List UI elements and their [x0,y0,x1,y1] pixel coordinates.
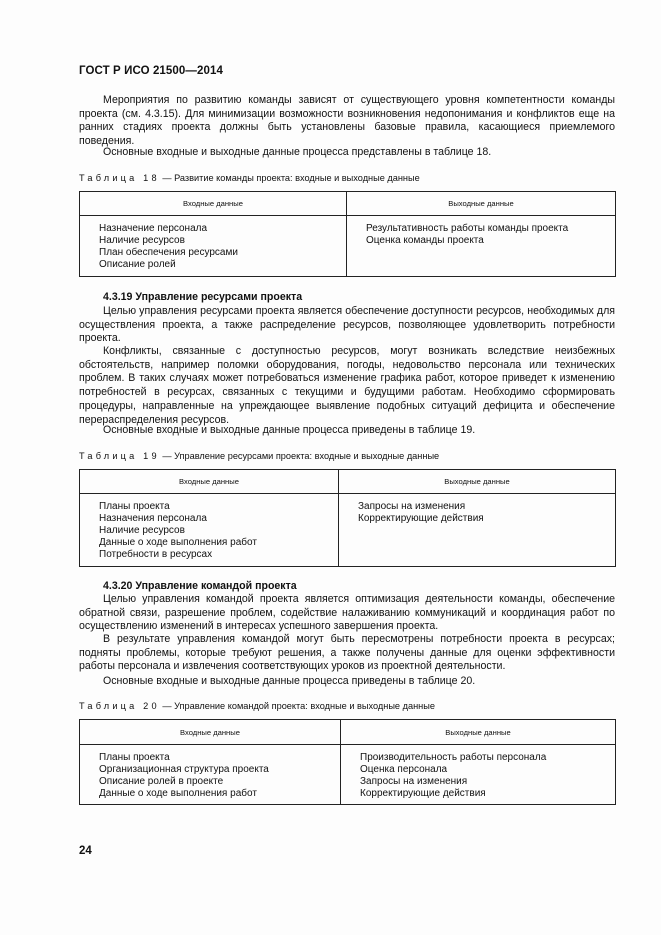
table18-caption-text: — Развитие команды проекта: входные и выходные данные [159,173,420,183]
table20-output-item: Запросы на изменения [360,776,468,787]
table20-input-item: Описание ролей в проекте [99,776,224,787]
table18-header-inputs: Входные данные [80,192,347,216]
table20-output-item: Оценка персонала [360,764,448,775]
paragraph-table20-ref: Основные входные и выходные данные процесса приведены в таблице 20. [103,675,476,687]
table20-caption-prefix: Таблица 20 [79,701,160,711]
table20-inputs-cell [80,745,341,805]
table18-caption [79,173,420,183]
table18-input-item: Назначение персонала [99,223,208,234]
page-number: 24 [79,845,92,857]
table19-output-item: Запросы на изменения [358,501,466,512]
table18-input-item: Описание ролей [99,259,176,270]
table20-output-item: Производительность работы персонала [360,752,547,763]
paragraph-team-management: Целью управления командой проекта является оптимизация деятельности команды, обеспечение обратной связи, разрешение проблем, содействие налаживанию коммуникаций и координация работ по осуществлению изменений в интересах успешного завершения проекта. [79,593,615,633]
table20-input-item: Организационная структура проекта [99,764,269,775]
section-4-3-20-heading: 4.3.20 Управление командой проекта [103,580,297,592]
table18-outputs-cell [347,216,616,277]
table19-input-item: Планы проекта [99,501,170,512]
table20-header-inputs: Входные данные [80,720,341,745]
table-18 [79,191,616,277]
table20-header-outputs: Выходные данные [341,720,616,745]
table20-caption-text: — Управление командой проекта: входные и выходные данные [159,701,435,711]
table19-outputs-cell [339,494,616,567]
table18-output-item: Результативность работы команды проекта [366,223,569,234]
section-4-3-19-heading: 4.3.19 Управление ресурсами проекта [103,291,303,303]
table-19 [79,469,616,567]
table18-header-outputs: Выходные данные [347,192,616,216]
table19-output-item: Корректирующие действия [358,513,484,524]
table20-input-item: Планы проекта [99,752,170,763]
table19-header-inputs: Входные данные [80,470,339,494]
paragraph-resource-management: Целью управления ресурсами проекта является обеспечение доступности ресурсов, необходимых для осуществления проекта, а также распределение ресурсов, позволяющее удовлетворить потребности проекта. [79,305,615,345]
table19-caption-prefix: Таблица 19 [79,451,160,461]
paragraph-team-development: Мероприятия по развитию команды зависят от существующего уровня компетентности команды проекта (см. 4.3.15). Для минимизации возможности возникновения недопонимания и конфликтов еще на ранних стадиях проекта должны быть установлены базовые правила, касающиеся приемлемого поведения. [79,94,615,148]
table20-outputs-cell [341,745,616,805]
table18-output-item: Оценка команды проекта [366,235,484,246]
paragraph-team-management-results: В результате управления командой могут быть пересмотрены потребности проекта в ресурсах; подняты проблемы, которые требуют решения, а также получены данные для оценки эффективности работы персонала и извлечения соответствующих уроков из проектной деятельности. [79,633,615,673]
table19-input-item: Потребности в ресурсах [99,549,213,560]
paragraph-table18-ref: Основные входные и выходные данные процесса представлены в таблице 18. [103,146,492,158]
table19-header-outputs: Выходные данные [339,470,616,494]
table18-input-item: План обеспечения ресурсами [99,247,238,258]
table-20 [79,719,616,805]
table19-input-item: Данные о ходе выполнения работ [99,537,257,548]
table19-inputs-cell [80,494,339,567]
table20-caption [79,701,435,711]
table18-inputs-cell [80,216,347,277]
table19-input-item: Назначения персонала [99,513,207,524]
table19-input-item: Наличие ресурсов [99,525,185,536]
table18-input-item: Наличие ресурсов [99,235,185,246]
table19-caption-text: — Управление ресурсами проекта: входные и выходные данные [159,451,440,461]
paragraph-resource-conflicts: Конфликты, связанные с доступностью ресурсов, могут возникать вследствие неизбежных обстоятельств, например поломки оборудования, погоды, недовольство персонала или технических проблем. В таких случаях может потребоваться изменение графика работ, которое приведет к изменению потребностей в ресурсах, связанных с текущими и будущими работам. Необходимо сформировать процедуры, направленные на упреждающее выявление подобных ситуаций дефицита и обеспечение перераспределения ресурсов. [79,345,615,426]
table20-output-item: Корректирующие действия [360,788,486,799]
table19-caption [79,451,439,461]
paragraph-table19-ref: Основные входные и выходные данные процесса приведены в таблице 19. [103,424,476,436]
table18-caption-prefix: Таблица 18 [79,173,160,183]
document-header: ГОСТ Р ИСО 21500—2014 [79,65,224,77]
table20-input-item: Данные о ходе выполнения работ [99,788,257,799]
